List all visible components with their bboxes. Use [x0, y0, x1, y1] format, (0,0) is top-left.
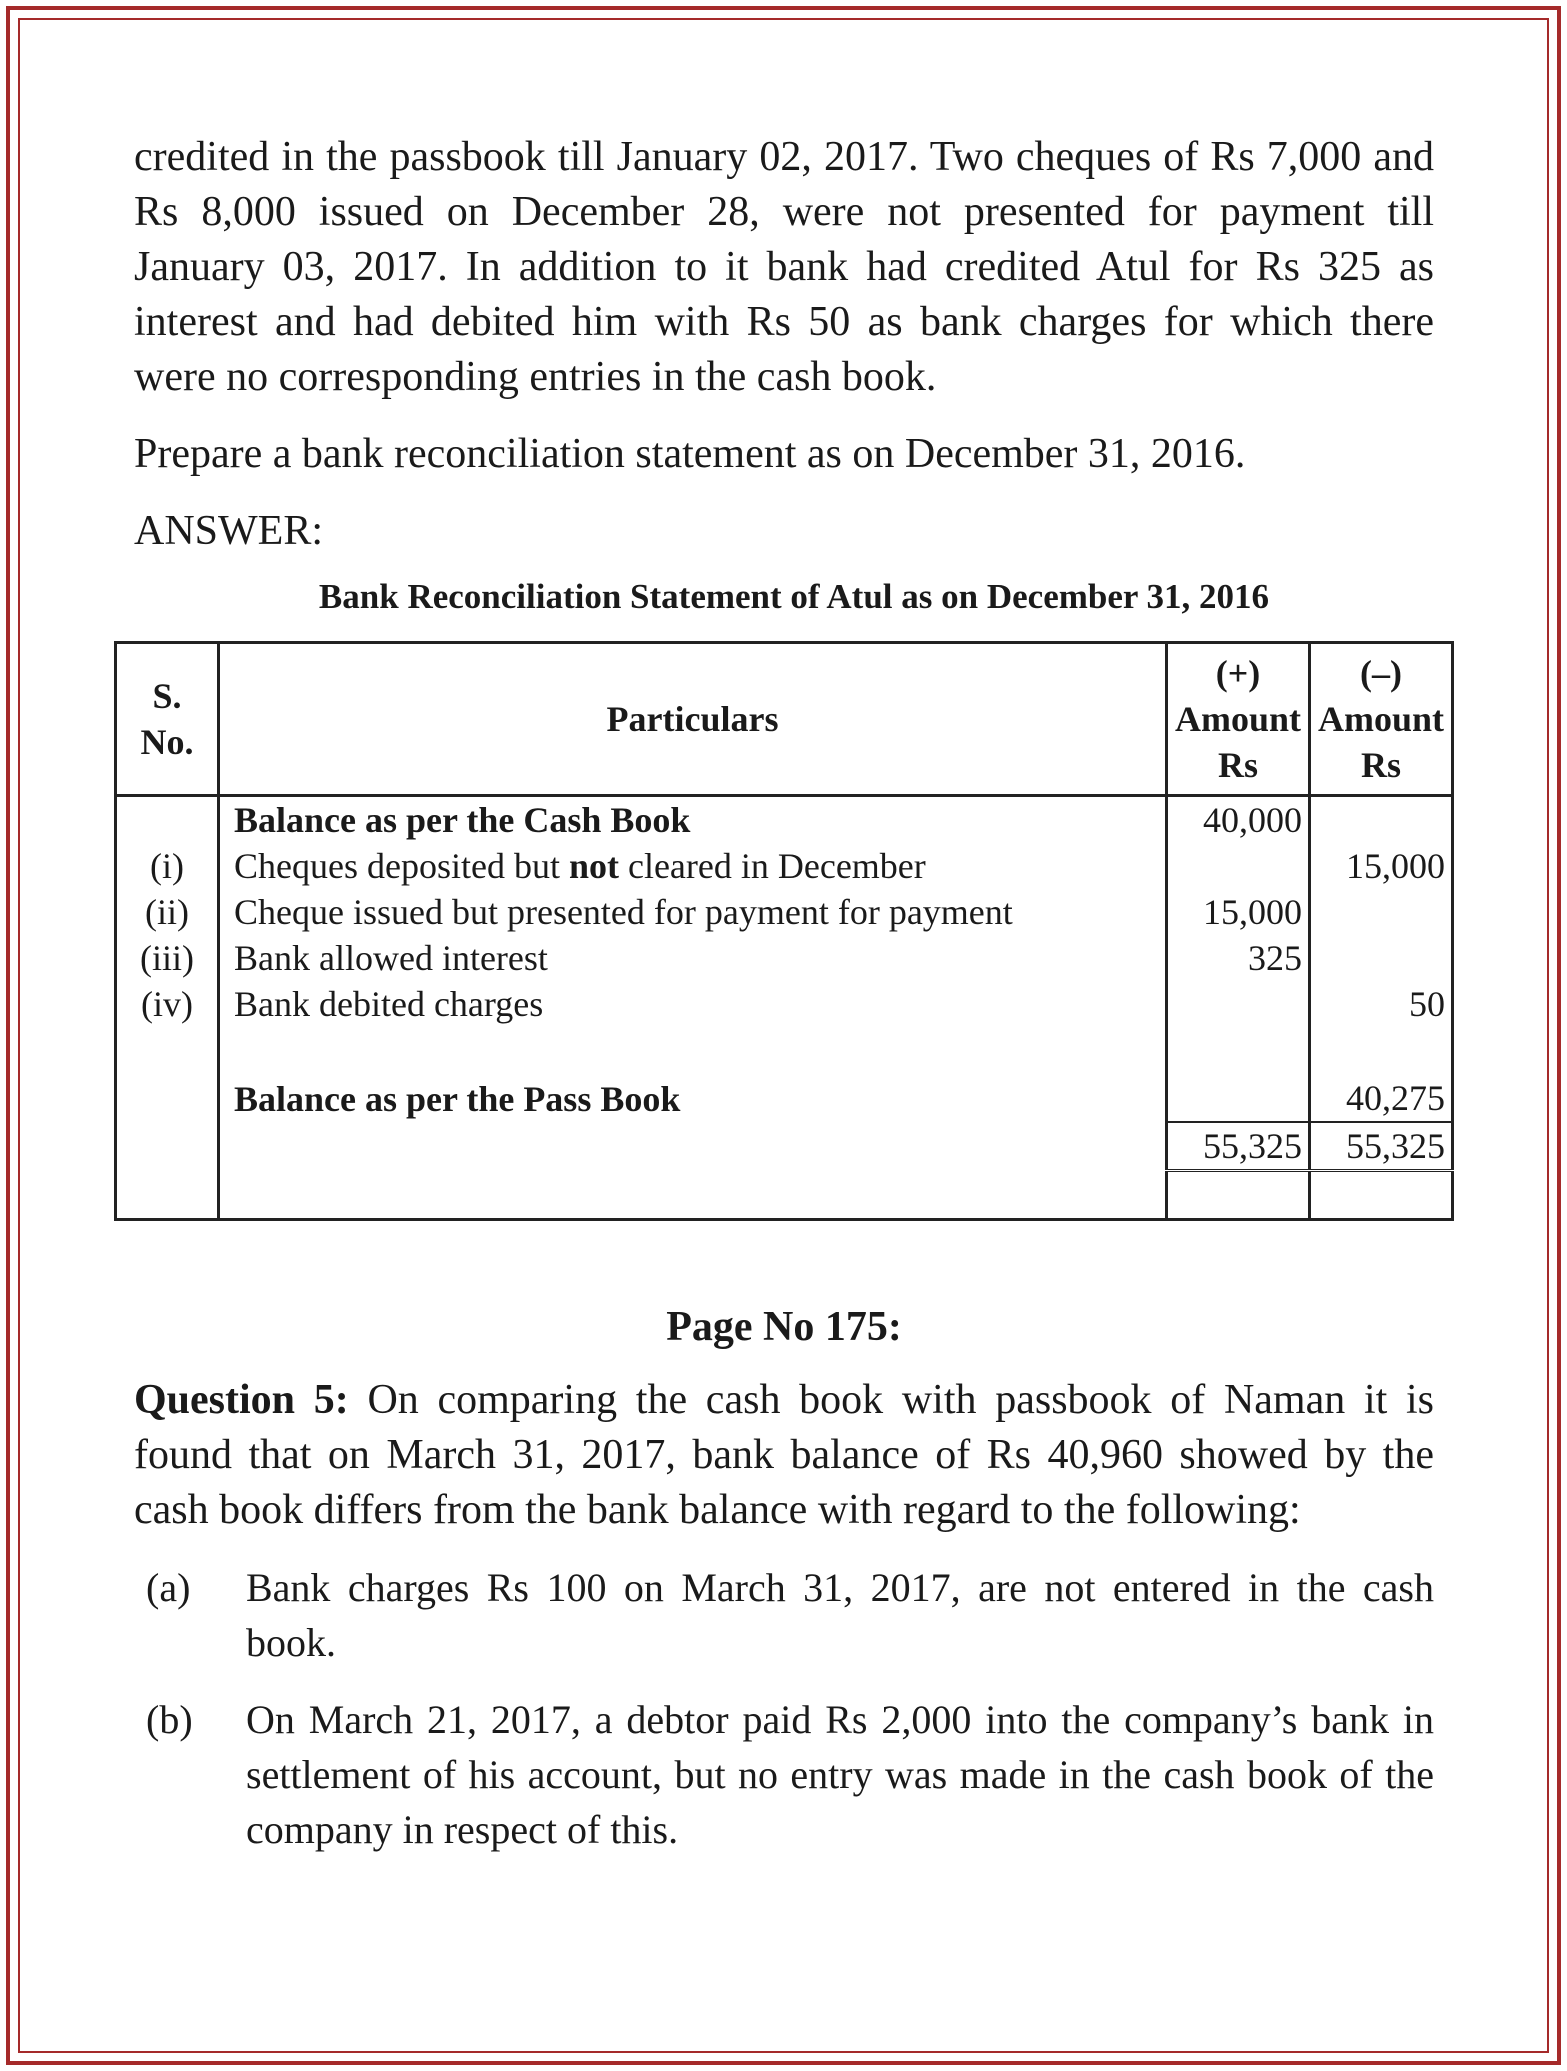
table-tail-row [116, 1171, 1453, 1220]
header-plus-unit: Rs [1217, 745, 1258, 785]
item-text: Bank charges Rs 100 on March 31, 2017, are not entered in the cash book. [246, 1565, 1434, 1665]
row-plus [1167, 843, 1310, 889]
answer-label: ANSWER: [134, 508, 323, 554]
reconciliation-table [114, 641, 1454, 1221]
row-plus: 325 [1167, 935, 1310, 981]
row-minus [1310, 935, 1453, 981]
row-sno: (iv) [116, 981, 219, 1027]
row-sno: (iii) [116, 935, 219, 981]
header-plus-amount [1167, 643, 1310, 796]
row-minus: 50 [1310, 981, 1453, 1027]
total-plus: 55,325 [1167, 1122, 1310, 1171]
table-row [116, 889, 1453, 935]
row-sno: (ii) [116, 889, 219, 935]
question-label: Question 5: [134, 1377, 349, 1423]
page-number-heading: Page No 175: [666, 1304, 902, 1350]
table-title: Bank Reconciliation Statement of Atul as on December 31, 2016 [318, 577, 1270, 616]
table-header-row [116, 643, 1453, 796]
table-row-closing [116, 1075, 1453, 1122]
question-items [134, 1560, 1434, 1857]
header-minus-sign: (–) [1360, 653, 1402, 693]
task-paragraph: Prepare a bank reconciliation statement as on December 31, 2016. [134, 431, 1246, 477]
list-item [134, 1692, 1434, 1857]
table-row-opening [116, 796, 1453, 844]
intro-paragraph: credited in the passbook till January 02, 2017. Two cheques of Rs 7,000 and Rs 8,000 issued on December 28, were not presented for payment till January 03, 2017. In addition to it bank had credited Atul for Rs 325 as interest and had debited him with Rs 50 as bank charges for which there were no corresponding entries in the cash book. [134, 134, 1434, 400]
header-plus-label: Amount [1174, 699, 1302, 739]
opening-label: Balance as per the Cash Book [219, 796, 1167, 844]
row-minus: 15,000 [1310, 843, 1453, 889]
header-minus-unit: Rs [1360, 745, 1401, 785]
table-row [116, 843, 1453, 889]
list-item [134, 1560, 1434, 1670]
table-row-totals [116, 1122, 1453, 1171]
table-row [116, 935, 1453, 981]
header-particulars: Particulars [219, 643, 1167, 796]
row-particular: Cheque issued but presented for payment for payment [219, 889, 1167, 935]
item-marker: (b) [146, 1697, 193, 1742]
item-text: On March 21, 2017, a debtor paid Rs 2,000 into the company’s bank in settlement of his account, but no entry was made in the cash book of the company in respect of this. [246, 1697, 1434, 1852]
total-minus: 55,325 [1310, 1122, 1453, 1171]
opening-plus: 40,000 [1167, 796, 1310, 844]
header-minus-label: Amount [1317, 699, 1445, 739]
page-content [134, 130, 1445, 1879]
question-paragraph [134, 1373, 1434, 1538]
header-plus-sign: (+) [1215, 653, 1261, 693]
table-spacer-row [116, 1027, 1453, 1075]
header-minus-amount [1310, 643, 1453, 796]
item-marker: (a) [146, 1565, 191, 1610]
row-sno: (i) [116, 843, 219, 889]
row-particular: Bank allowed interest [219, 935, 1167, 981]
row-plus: 15,000 [1167, 889, 1310, 935]
header-sno: S. No. [116, 643, 219, 796]
row-particular: Bank debited charges [219, 981, 1167, 1027]
row-minus [1310, 889, 1453, 935]
closing-minus: 40,275 [1310, 1075, 1453, 1122]
row-plus [1167, 981, 1310, 1027]
row-particular: Cheques deposited but not cleared in December [219, 843, 1167, 889]
closing-label: Balance as per the Pass Book [219, 1075, 1167, 1122]
question-text: On comparing the cash book with passbook of Naman it is found that on March 31, 2017, bank balance of Rs 40,960 showed by the cash book differs from the bank balance with regard to the following: [134, 1377, 1435, 1533]
table-row [116, 981, 1453, 1027]
